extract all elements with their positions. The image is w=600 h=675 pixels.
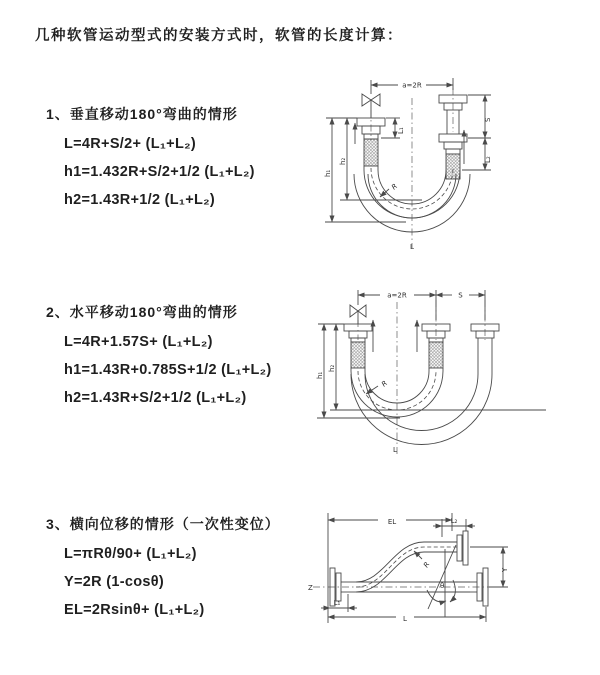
dim-h2-label: h₂ [328, 364, 336, 372]
dim-l2-label: L₂ [484, 156, 492, 163]
dim-a-label: a=2R [387, 291, 407, 300]
diagram-horizontal-180-bend [308, 282, 593, 462]
valve-icon [362, 94, 380, 118]
length-label: L [410, 243, 414, 251]
dim-span-a [371, 78, 453, 94]
formula-h1: h1=1.432R+S/2+1/2 (L₁+L₂) [64, 164, 255, 180]
upper-right-flange [457, 531, 468, 565]
radius-label: R [422, 560, 432, 570]
dim-s [468, 95, 492, 138]
dim-l2-label: L₂ [450, 517, 458, 525]
angle-label: θ [440, 582, 445, 590]
dim-l2 [462, 138, 492, 170]
hose-u-bend [351, 368, 492, 445]
diagram-vertical-180-bend [310, 70, 580, 265]
section-lateral-displacement [46, 514, 326, 618]
dim-el [328, 513, 452, 623]
formula-h2: h2=1.43R+S/2+1/2 (L₁+L₂) [64, 390, 247, 406]
formula-el: EL=2Rsinθ+ (L₁+L₂) [64, 602, 205, 618]
dim-h2 [339, 118, 422, 200]
dim-y [470, 547, 509, 587]
dim-s-label: S [458, 291, 463, 300]
formula-length: L=πRθ/90+ (L₁+L₂) [64, 546, 197, 562]
left-hose-end-fitting [344, 324, 372, 368]
radius-annotation [380, 182, 399, 197]
dim-y-label: Y [501, 567, 509, 572]
length-label: L [393, 446, 397, 454]
dim-l1-label: L₁ [397, 127, 405, 134]
radius-annotation [414, 551, 432, 569]
middle-hose-end-fitting [422, 324, 450, 368]
formula-length: L=4R+1.57S+ (L₁+L₂) [64, 334, 213, 350]
dim-s-label: S [484, 117, 492, 122]
angle-construction [427, 545, 456, 617]
movement-arrows [373, 320, 417, 352]
section-vertical-180 [46, 104, 326, 208]
dim-span-s [436, 290, 485, 320]
page-title: 几种软管运动型式的安装方式时，软管的长度计算： [35, 28, 403, 44]
dim-h1-label: h₁ [324, 169, 332, 177]
centerlines [371, 88, 453, 248]
radius-label: R [390, 182, 400, 192]
formula-h2: h2=1.43R+1/2 (L₁+L₂) [64, 192, 216, 208]
section-horizontal-180 [46, 302, 326, 406]
formula-length: L=4R+S/2+ (L₁+L₂) [64, 136, 196, 152]
axis-label: Z [308, 584, 313, 592]
diagram-lateral-displacement [300, 495, 600, 660]
formula-h1: h1=1.43R+0.785S+1/2 (L₁+L₂) [64, 362, 272, 378]
formula-y: Y=2R (1-cosθ) [64, 574, 164, 590]
dim-l-label: L [403, 615, 407, 623]
dim-l1 [321, 594, 357, 612]
dim-h1-label: h₁ [316, 371, 324, 379]
dim-el-label: EL [387, 518, 397, 526]
dim-l [328, 607, 486, 623]
section-1-heading: 1、垂直移动180°弯曲的情形 [46, 106, 238, 122]
section-2-heading: 2、水平移动180°弯曲的情形 [46, 304, 238, 320]
dim-h2-label: h₂ [339, 157, 347, 165]
dim-l1-label: L₁ [333, 599, 341, 607]
section-3-heading: 3、横向位移的情形（一次性变位） [46, 516, 280, 532]
radius-label: R [380, 379, 390, 389]
dim-a-label: a=2R [402, 81, 422, 90]
valve-icon [350, 305, 366, 324]
